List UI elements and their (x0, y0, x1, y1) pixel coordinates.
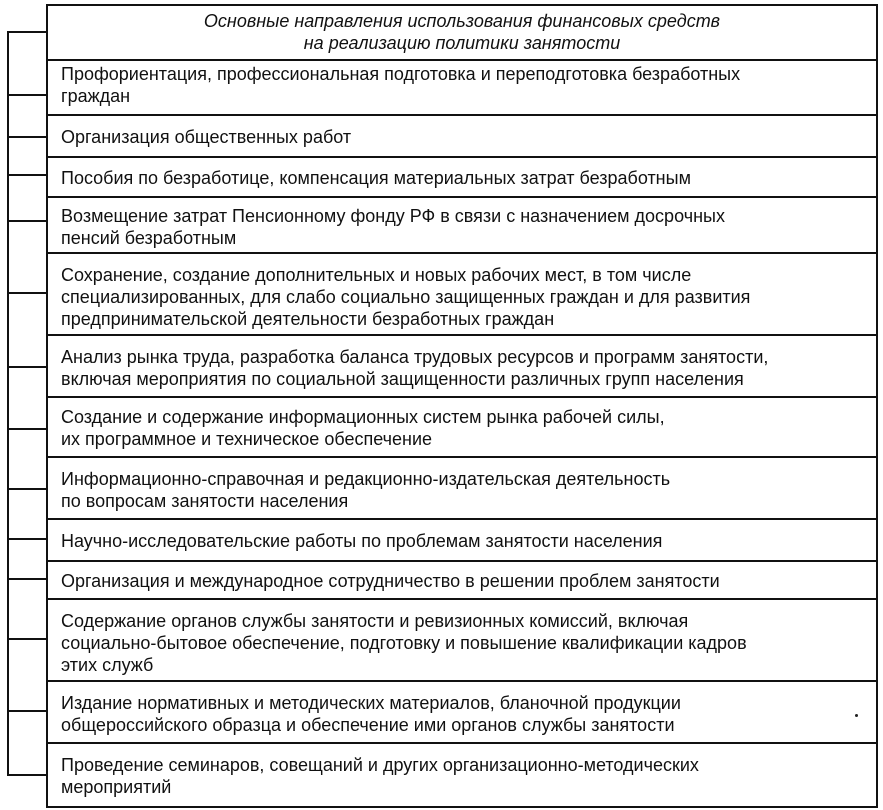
item-box-9 (46, 518, 878, 562)
item-6-line-1: Анализ рынка труда, разработка баланса трудовых ресурсов и программ занятости, (61, 347, 769, 367)
item-box-12 (46, 680, 878, 744)
connector-3 (7, 174, 47, 176)
item-box-1 (46, 59, 878, 116)
item-box-5 (46, 252, 878, 336)
item-4-line-2: пенсий безработным (61, 228, 237, 248)
item-8-line-2: по вопросам занятости населения (61, 491, 349, 511)
item-10-line-1: Организация и международное сотрудничество в решении проблем занятости (61, 571, 720, 591)
connector-4 (7, 220, 47, 222)
item-9-line-1: Научно-исследовательские работы по проблемам занятости населения (61, 531, 663, 551)
connector-13 (7, 774, 47, 776)
connector-10 (7, 578, 47, 580)
item-1-line-2: граждан (61, 86, 131, 106)
item-6-line-2: включая мероприятия по социальной защищенности различных групп населения (61, 369, 744, 389)
connector-2 (7, 136, 47, 138)
connector-7 (7, 428, 47, 430)
connector-9 (7, 538, 47, 540)
item-5-line-1: Сохранение, создание дополнительных и новых рабочих мест, в том числе (61, 265, 692, 285)
scan-speck (855, 714, 858, 717)
item-12-line-2: общероссийского образца и обеспечение ими органов службы занятости (61, 715, 675, 735)
connector-5 (7, 292, 47, 294)
item-5-line-2: специализированных, для слабо социально защищенных граждан и для развития (61, 287, 751, 307)
item-box-6 (46, 334, 878, 398)
item-box-13 (46, 742, 878, 808)
item-11-line-3: этих служб (61, 655, 154, 675)
item-box-2 (46, 114, 878, 158)
item-12-line-1: Издание нормативных и методических материалов, бланочной продукции (61, 693, 681, 713)
item-8-line-1: Информационно-справочная и редакционно-издательская деятельность (61, 469, 671, 489)
item-7-line-2: их программное и техническое обеспечение (61, 429, 433, 449)
connector-6 (7, 366, 47, 368)
item-box-11 (46, 598, 878, 682)
title-line-2: на реализацию политики занятости (303, 33, 621, 53)
item-box-10 (46, 560, 878, 600)
item-box-8 (46, 456, 878, 520)
connector-8 (7, 488, 47, 490)
item-box-4 (46, 196, 878, 254)
item-11-line-2: социально-бытовое обеспечение, подготовку и повышение квалификации кадров (61, 633, 747, 653)
item-1-line-1: Профориентация, профессиональная подготовка и переподготовка безработных (61, 64, 741, 84)
connector-11 (7, 638, 47, 640)
item-3-line-1: Пособия по безработице, компенсация материальных затрат безработным (61, 168, 691, 188)
item-box-7 (46, 396, 878, 458)
title-box (46, 4, 878, 61)
item-4-line-1: Возмещение затрат Пенсионному фонду РФ в связи с назначением досрочных (61, 206, 725, 226)
item-13-line-1: Проведение семинаров, совещаний и других организационно-методических (61, 755, 699, 775)
item-13-line-2: мероприятий (61, 777, 172, 797)
connector-12 (7, 710, 47, 712)
item-5-line-3: предпринимательской деятельности безработных граждан (61, 309, 555, 329)
title-line-1: Основные направления использования финансовых средств (203, 11, 721, 31)
connector-title (7, 31, 47, 33)
item-11-line-1: Содержание органов службы занятости и ревизионных комиссий, включая (61, 611, 689, 631)
item-2-line-1: Организация общественных работ (61, 127, 352, 147)
bracket-vertical-line (7, 31, 9, 775)
connector-1 (7, 94, 47, 96)
item-box-3 (46, 156, 878, 198)
item-7-line-1: Создание и содержание информационных систем рынка рабочей силы, (61, 407, 665, 427)
